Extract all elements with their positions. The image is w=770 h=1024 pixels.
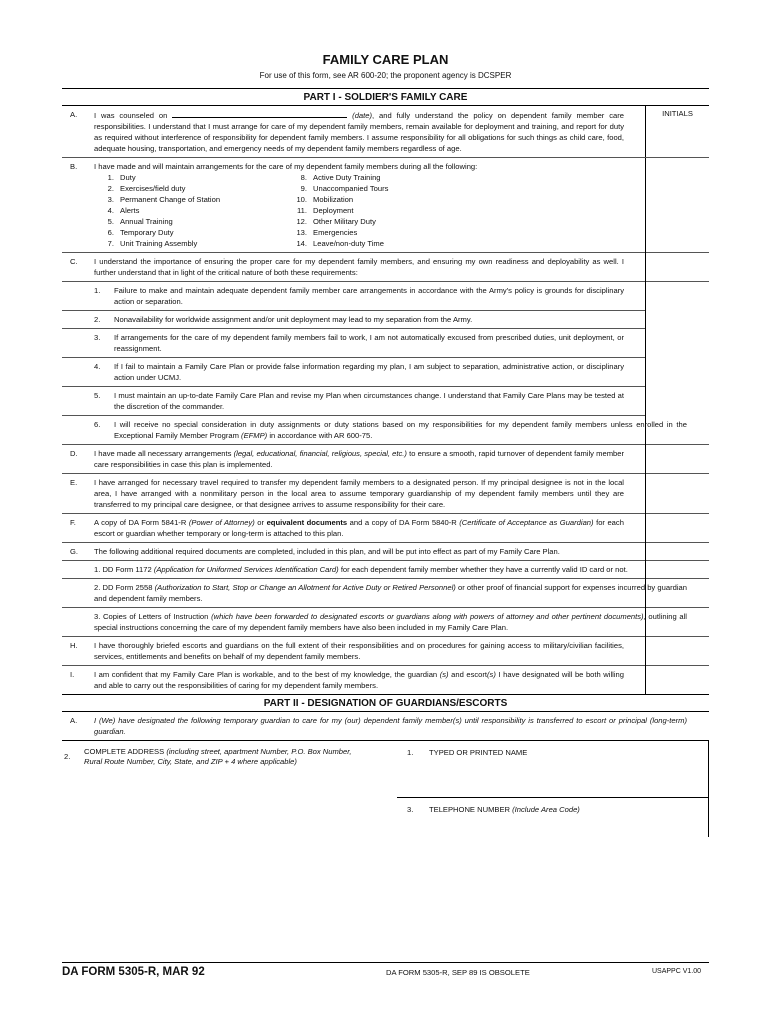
section-label: D. (70, 449, 78, 458)
duty-number: 1. (107, 173, 114, 182)
counsel-date-field[interactable] (172, 109, 347, 118)
duty-list-item (287, 172, 388, 183)
item-number: 4. (94, 362, 101, 371)
section-g-text: The following additional required documents are completed, included in this plan, and will be put into effect as part of my Family Care Plan. (94, 547, 560, 556)
section-b (62, 158, 709, 253)
section-e (62, 474, 709, 514)
section-c-item-6 (62, 416, 709, 445)
i-post: I have designated will be both willing and able to carry out the responsibilities of caring for my dependent family members. (94, 670, 624, 690)
section-c-item (62, 282, 646, 311)
section-a (62, 106, 709, 158)
f-t4: for each escort or guardian whether temporary or long-term is attached to this plan. (94, 518, 624, 538)
section-i (62, 666, 709, 694)
g2-em: (Authorization to Start, Stop or Change an Allotment for Active Duty or Retired Personnel) (154, 583, 456, 592)
field-label: TYPED OR PRINTED NAME (429, 748, 528, 757)
duty-text: Other Military Duty (313, 217, 376, 226)
section-a-post: , and fully understand the policy on dependent family member care responsibilities. I understand that I must arrange for care of my dependent family members, remain available for deployment and training, and report for duty as required without interference of responsibility for dependent family members. I assume responsibility for all obligations for such things as child care, food, adequate housing, transportation, and emergency needs of my dependent family members regardless of age. (94, 111, 624, 153)
duty-text: Duty (120, 173, 136, 182)
section-label: A. (70, 716, 78, 725)
section-g-item-3 (62, 608, 709, 637)
part2-section-a (62, 712, 709, 740)
section-a-pre: I was counseled on (94, 111, 168, 120)
duty-text: Active Duty Training (313, 173, 381, 182)
field-hint: (including street, apartment Number, P.O. Box Number, Rural Route Number, City, State, and ZIP + 4 where applicable) (84, 747, 352, 766)
item-text-pre: I will receive no special consideration in duty assignments or duty stations based on my responsibilities for my dependent family members unless enrolled in the Exceptional Family Member Program (114, 420, 687, 440)
address-label (84, 747, 354, 767)
duty-list-item (94, 216, 287, 227)
duty-number: 3. (107, 195, 114, 204)
section-label: C. (70, 257, 78, 266)
section-c-item (62, 387, 646, 416)
version-note: USAPPC V1.00 (651, 968, 701, 975)
section-c-item (62, 358, 646, 387)
g1-post: for each dependent family member whether they have a currently valid ID card or not. (340, 565, 628, 574)
duty-list-item (94, 227, 287, 238)
section-c (62, 253, 709, 282)
item-number: 6. (94, 420, 101, 429)
duty-number: 9. (300, 184, 307, 193)
section-label: B. (70, 162, 78, 171)
duty-number: 10. (296, 195, 307, 204)
d-post: to ensure a smooth, rapid turnover of dependent family member care responsibilities in case this plan is implemented. (94, 449, 624, 469)
item-text: I must maintain an up-to-date Family Care Plan and revise my Plan when circumstances change. I understand that Family Care Plans may be tested at the discretion of the commander. (114, 391, 624, 411)
duty-text: Mobilization (313, 195, 354, 204)
section-c-items (62, 282, 709, 416)
i-em2: (s) (487, 670, 496, 679)
duty-list-item (287, 227, 388, 238)
section-g-item-1 (62, 561, 709, 579)
i-mid: and escort (451, 670, 488, 679)
section-a-text (94, 109, 646, 154)
guardian-fields (62, 740, 709, 837)
section-h-text: I have thoroughly briefed escorts and guardians on the full extent of their responsibilities and on procedures for gaining access to military/civilian facilities, services, entitlements and benefits on behalf of my dependent family members. (94, 641, 624, 661)
form-number: DA FORM 5305-R, MAR 92 (62, 966, 205, 978)
duty-text: Alerts (120, 206, 140, 215)
f-em1: (Power of Attorney) (188, 518, 255, 527)
duty-text: Unaccompanied Tours (313, 184, 389, 193)
section-label: F. (70, 518, 76, 527)
duty-text: Exercises/field duty (120, 184, 186, 193)
duty-number: 11. (297, 206, 307, 215)
section-i-text (94, 669, 646, 691)
duty-text: Annual Training (120, 217, 173, 226)
part2-a-text: I (We) have designated the following temporary guardian to care for my (our) dependent family member(s) until responsibility is transferred to escort or principal (long-term) guardian. (94, 716, 687, 736)
d-pre: I have made all necessary arrangements (94, 449, 232, 458)
section-g-item-2 (62, 579, 709, 608)
g2-post: or other proof of financial support for expenses incurred by guardian and dependent family members. (94, 583, 687, 603)
duty-text: Emergencies (313, 228, 358, 237)
field-number: 1. (407, 748, 414, 757)
item-text: If I fail to maintain a Family Care Plan or provide false information regarding my plan, I am subject to separation, administrative action, or disciplinary action under UCMJ. (114, 362, 624, 382)
section-f-text (94, 517, 646, 539)
obsolete-note: DA FORM 5305-R, SEP 89 IS OBSOLETE (386, 968, 530, 977)
duty-text: Leave/non-duty Time (313, 239, 384, 248)
duty-text: Temporary Duty (120, 228, 174, 237)
duty-list-item (287, 194, 388, 205)
section-label: E. (70, 478, 78, 487)
g3-pre: 3. Copies of Letters of Instruction (94, 612, 209, 621)
form-footer (62, 962, 709, 981)
date-hint: (date) (352, 111, 373, 120)
section-label: H. (70, 641, 78, 650)
duty-list-item (94, 238, 287, 249)
section-b-intro: I have made and will maintain arrangements for the care of my dependent family members during all the following: (94, 162, 478, 171)
f-t3: and a copy of DA Form 5840-R (349, 518, 457, 527)
duty-text: Unit Training Assembly (120, 239, 198, 248)
duty-list-item (94, 183, 287, 194)
g1-em: (Application for Uniformed Services Identification Card) (153, 565, 339, 574)
section-b-text (94, 161, 646, 249)
initials-column (645, 106, 709, 694)
duty-list-left (94, 172, 287, 249)
duty-list-right (287, 172, 388, 249)
part1-body (62, 106, 709, 694)
section-h (62, 637, 709, 666)
duty-list-item (94, 172, 287, 183)
duty-list-item (94, 205, 287, 216)
field-hint: (Include Area Code) (512, 805, 580, 814)
section-d (62, 445, 709, 474)
part2-body (62, 712, 709, 837)
item-number: 3. (94, 333, 101, 342)
part2-heading: PART II - DESIGNATION OF GUARDIANS/ESCORTS (62, 694, 709, 712)
phone-label (429, 804, 580, 815)
duty-text: Deployment (313, 206, 354, 215)
form-title: FAMILY CARE PLAN (322, 52, 449, 67)
section-d-text (94, 448, 646, 470)
field-number: 3. (407, 805, 414, 814)
duty-number: 12. (296, 217, 307, 226)
section-label: G. (70, 547, 79, 556)
item-text-post: in accordance with AR 600-75. (269, 431, 373, 440)
item-text (114, 419, 709, 441)
item-text: Failure to make and maintain adequate dependent family member care arrangements in accordance with the Army's policy is grounds for disciplinary action or separation. (114, 286, 624, 306)
i-em1: (s) (439, 670, 449, 679)
i-pre: I am confident that my Family Care Plan is workable, and to the best of my knowledge, the guardian (94, 670, 438, 679)
g2-pre: 2. DD Form 2558 (94, 583, 153, 592)
section-label: I. (70, 670, 75, 679)
guardian-address-field[interactable] (62, 741, 397, 837)
f-em2: (Certificate of Acceptance as Guardian) (459, 518, 594, 527)
item-number: 1. (94, 286, 101, 295)
duty-number: 6. (107, 228, 114, 237)
section-e-text: I have arranged for necessary travel required to transfer my dependent family members to a designated person. If my principal designee is not in the local area, I have arranged with a nonmilitary person in the local area to assume temporary guardianship of my dependent family members until they are transferred to my principal care designee, or that designee arrives to assume responsibility for their care. (94, 478, 624, 509)
duty-number: 8. (300, 173, 307, 182)
section-c-item (62, 329, 646, 358)
section-c-text: I understand the importance of ensuring the proper care for my dependent family members, and ensuring my own readiness and deployability as well. I further understand that in light of the critical nature of both these requirements: (94, 257, 624, 277)
field-label: TELEPHONE NUMBER (429, 805, 511, 814)
field-number: 2. (64, 752, 71, 761)
item-text: If arrangements for the care of my dependent family members fail to work, I am not automatically excused from prescribed duties, unit deployment, or reassignment. (114, 333, 624, 353)
duty-list-item (287, 238, 388, 249)
item-text-em: (EFMP) (241, 431, 268, 440)
duty-list-item (287, 205, 388, 216)
f-b1: equivalent documents (266, 518, 348, 527)
item-text: Nonavailability for worldwide assignment and/or unit deployment may lead to my separation from the Army. (114, 315, 473, 324)
g1-pre: 1. DD Form 1172 (94, 565, 152, 574)
duty-text: Permanent Change of Station (120, 195, 221, 204)
f-t2: or (257, 518, 265, 527)
guardian-phone-field[interactable] (397, 798, 709, 837)
item-number: 5. (94, 391, 101, 400)
d-em: (legal, educational, financial, religious, special, etc.) (233, 449, 407, 458)
f-t1: A copy of DA Form 5841-R (94, 518, 187, 527)
duty-number: 4. (107, 206, 114, 215)
duty-number: 14. (296, 239, 307, 248)
section-c-item (62, 311, 646, 329)
item-number: 2. (94, 315, 101, 324)
section-f (62, 514, 709, 543)
g3-em: (which have been forwarded to designated escorts or guardians along with powers of attorney and other pertinent documents), (211, 612, 646, 621)
duty-list-item (94, 194, 287, 205)
section-label: A. (70, 110, 78, 119)
initials-label: INITIALS (662, 109, 693, 118)
duty-list-item (287, 183, 388, 194)
duty-number: 7. (107, 239, 114, 248)
g3-post: outlining all special instructions concerning the care of my dependent family members have also been included in my Family Care Plan. (94, 612, 687, 632)
duty-list-item (287, 216, 388, 227)
family-care-plan-form (62, 48, 709, 978)
duty-number: 5. (107, 217, 114, 226)
duty-lists (94, 172, 624, 249)
form-subtitle: For use of this form, see AR 600-20; the proponent agency is DCSPER (259, 71, 512, 80)
field-label: COMPLETE ADDRESS (84, 747, 165, 756)
section-g (62, 543, 709, 561)
guardian-name-field[interactable] (397, 741, 709, 798)
part1-heading: PART I - SOLDIER'S FAMILY CARE (62, 88, 709, 106)
duty-number: 13. (296, 228, 307, 237)
duty-number: 2. (107, 184, 114, 193)
